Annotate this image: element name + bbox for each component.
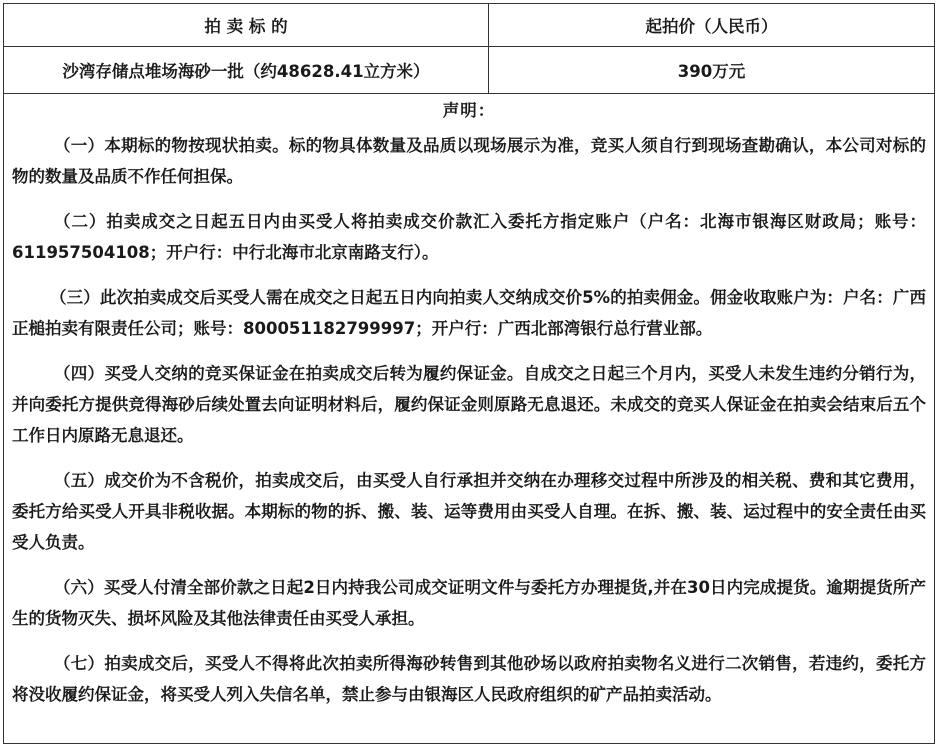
clause-number: （三） [50, 288, 100, 307]
clause-text: 本期标的物按现状拍卖。标的物具体数量及品质以现场展示为准，竞买人须自行到现场查勘确认，本公司对标的物的数量及品质不作任何担保。 [12, 136, 927, 186]
clause-text: 成交价为不含税价，拍卖成交后，由买受人自行承担并交纳在办理移交过程中所涉及的相关税、费和其它费用，委托方给买受人开具非税收据。本期标的物的拆、搬、装、运等费用由买受人自理。在拆、搬、装、运过程中的安全责任由买受人负责。 [12, 471, 927, 552]
clause-text: 拍卖成交之日起五日内由买受人将拍卖成交价款汇入委托方指定账户（户名：北海市银海区财政局；账号：611957504108；开户行：中行北海市北京南路支行）。 [12, 212, 927, 262]
clause-2 [12, 206, 926, 268]
table-header-row [4, 4, 934, 47]
header-starting-price: 起拍价（人民币） [645, 17, 778, 36]
clause-4 [12, 358, 926, 451]
clause-1 [12, 130, 926, 192]
auction-notice-table [3, 3, 935, 744]
clause-5 [12, 465, 926, 558]
clause-number: （四） [54, 364, 105, 383]
clause-text: 拍卖成交后，买受人不得将此次拍卖所得海砂转售到其他砂场以政府拍卖物名义进行二次销售，若违约，委托方将没收履约保证金，将买受人列入失信名单，禁止参与由银海区人民政府组织的矿产品拍卖活动。 [12, 654, 927, 704]
statement-section [4, 94, 934, 710]
statement-title: 声明： [442, 101, 496, 120]
clause-number: （二） [54, 212, 107, 231]
clause-6 [12, 572, 926, 634]
clause-number: （六） [54, 578, 104, 597]
auction-starting-price: 390万元 [677, 62, 746, 81]
clause-number: （五） [54, 471, 105, 490]
auction-item-name: 沙湾存储点堆场海砂一批（约48628.41立方米） [4, 47, 489, 93]
clause-text: 此次拍卖成交后买受人需在成交之日起五日内向拍卖人交纳成交价5%的拍卖佣金。佣金收取账户为：户名：广西正槌拍卖有限责任公司；账号：800051182799997；开户行：广西北部湾银行总行营业部。 [12, 288, 927, 338]
clause-text: 买受人交纳的竞买保证金在拍卖成交后转为履约保证金。自成交之日起三个月内，买受人未发生违约分销行为，并向委托方提供竞得海砂后续处置去向证明材料后，履约保证金则原路无息退还。未成交的竞买人保证金在拍卖会结束后五个工作日内原路无息退还。 [12, 364, 927, 445]
header-auction-item: 拍 卖 标 的 [4, 4, 489, 46]
clause-3 [12, 282, 926, 344]
clause-number: （七） [54, 654, 105, 673]
clause-text: 买受人付清全部价款之日起2日内持我公司成交证明文件与委托方办理提货,并在30日内完成提货。逾期提货所产生的货物灭失、损坏风险及其他法律责任由买受人承担。 [12, 578, 927, 628]
table-row [4, 47, 934, 94]
clause-number: （一） [54, 136, 105, 155]
clause-7 [12, 648, 926, 710]
